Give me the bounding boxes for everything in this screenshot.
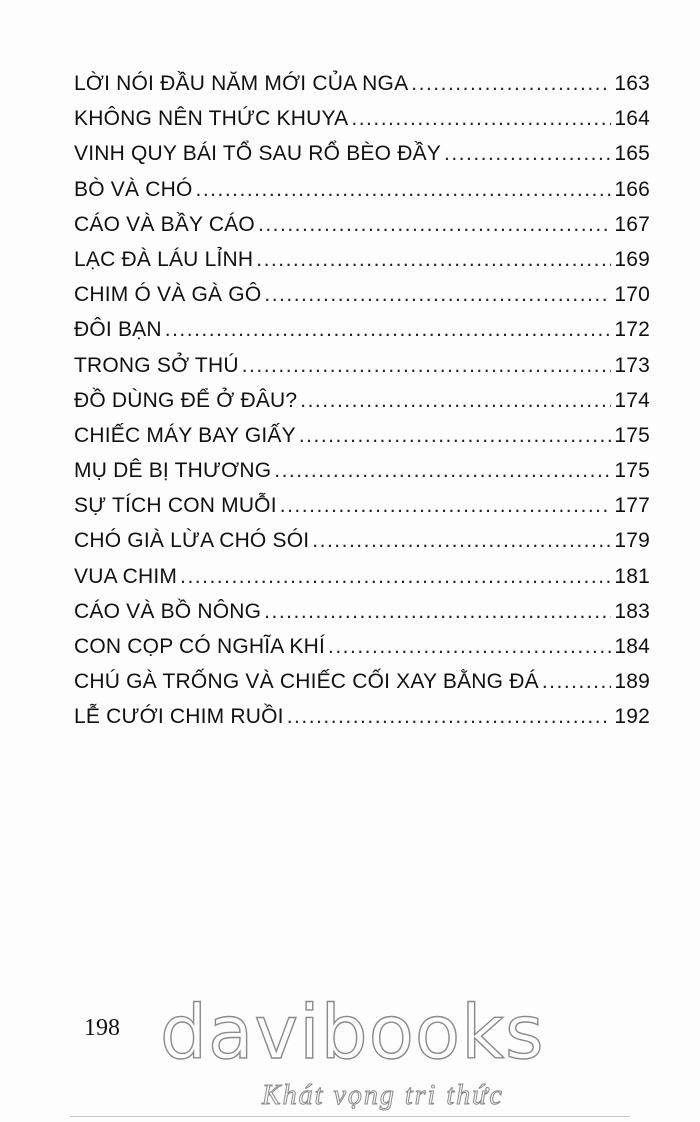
toc-entry-title: MỤ DÊ BỊ THƯƠNG (74, 459, 272, 483)
watermark-slogan: Khát vọng tri thức (262, 1080, 504, 1111)
toc-dot-leader (196, 178, 612, 202)
toc-dot-leader (351, 107, 611, 131)
toc-dot-leader (312, 529, 611, 553)
toc-entry (74, 318, 650, 353)
toc-entry (74, 107, 650, 142)
toc-entry (74, 529, 650, 564)
toc-dot-leader (444, 142, 611, 166)
toc-entry (74, 635, 650, 670)
toc-dot-leader (280, 494, 612, 518)
toc-dot-leader (242, 354, 612, 378)
toc-dot-leader (180, 565, 611, 589)
toc-entry (74, 565, 650, 600)
toc-entry-title: KHÔNG NÊN THỨC KHUYA (74, 107, 349, 131)
toc-entry (74, 705, 650, 740)
toc-entry-page: 169 (614, 247, 650, 271)
toc-entry-page: 183 (614, 599, 650, 623)
toc-entry-page: 166 (614, 177, 650, 201)
toc-entry-title: CHÓ GIÀ LỪA CHÓ SÓI (74, 529, 310, 553)
toc-entry-title: LỜI NÓI ĐẦU NĂM MỚI CỦA NGA (74, 72, 409, 95)
toc-dot-leader (256, 248, 611, 272)
toc-entry-title: LỄ CƯỚI CHIM RUỒI (74, 705, 284, 729)
toc-entry-page: 192 (614, 705, 650, 729)
table-of-contents (74, 72, 650, 741)
toc-entry-page: 175 (614, 459, 650, 483)
toc-dot-leader (328, 635, 611, 659)
toc-entry-title: TRONG SỞ THÚ (74, 353, 239, 377)
toc-entry-title: BÒ VÀ CHÓ (74, 177, 193, 201)
toc-entry-title: ĐỒ DÙNG ĐỂ Ở ĐÂU? (74, 388, 298, 412)
toc-entry (74, 354, 650, 389)
toc-entry-title: VINH QUY BÁI TỔ SAU RỔ BÈO ĐẦY (74, 142, 441, 166)
toc-entry-page: 165 (614, 142, 650, 166)
toc-entry (74, 213, 650, 248)
toc-entry (74, 178, 650, 213)
toc-entry-page: 179 (614, 529, 650, 553)
toc-dot-leader (542, 670, 612, 694)
toc-dot-leader (274, 459, 611, 483)
toc-entry-title: CHIM Ó VÀ GÀ GÔ (74, 283, 262, 307)
toc-entry (74, 142, 650, 177)
toc-entry (74, 494, 650, 529)
toc-entry-page: 184 (614, 635, 650, 658)
toc-entry-page: 174 (614, 388, 650, 412)
toc-dot-leader (264, 283, 611, 307)
toc-entry (74, 248, 650, 283)
toc-entry-page: 181 (614, 564, 650, 588)
toc-entry-page: 163 (614, 72, 650, 95)
toc-entry-title: VUA CHIM (74, 564, 178, 588)
toc-dot-leader (300, 389, 611, 413)
toc-entry (74, 283, 650, 318)
page-number: 198 (84, 1015, 120, 1041)
toc-entry-title: CÁO VÀ BẦY CÁO (74, 212, 255, 236)
toc-entry (74, 600, 650, 635)
toc-entry-title: CÁO VÀ BỒ NÔNG (74, 599, 262, 623)
toc-dot-leader (411, 72, 611, 96)
toc-entry-page: 175 (614, 423, 650, 447)
toc-dot-leader (165, 318, 612, 342)
toc-dot-leader (264, 600, 611, 624)
toc-entry-title: SỰ TÍCH CON MUỖI (74, 494, 277, 518)
toc-entry-page: 167 (614, 212, 650, 236)
toc-entry (74, 459, 650, 494)
toc-entry-title: ĐÔI BẠN (74, 318, 162, 342)
toc-entry (74, 424, 650, 459)
toc-entry-title: CHÚ GÀ TRỐNG VÀ CHIẾC CỐI XAY BẰNG ĐÁ (74, 670, 539, 694)
watermark-logo: davibooks (160, 990, 545, 1076)
toc-entry-page: 189 (614, 670, 650, 694)
toc-entry-page: 177 (614, 494, 650, 518)
toc-entry-page: 164 (614, 107, 650, 131)
toc-dot-leader (299, 424, 612, 448)
toc-entry-title: LẠC ĐÀ LÁU LỈNH (74, 247, 254, 271)
toc-entry-page: 173 (614, 353, 650, 377)
bottom-divider (70, 1116, 630, 1117)
toc-entry-page: 172 (614, 318, 650, 342)
toc-entry (74, 72, 650, 107)
toc-dot-leader (258, 213, 611, 237)
toc-entry-page: 170 (614, 283, 650, 307)
toc-dot-leader (287, 705, 612, 729)
toc-entry-title: CHIẾC MÁY BAY GIẤY (74, 423, 296, 447)
toc-entry-title: CON CỌP CÓ NGHĨA KHÍ (74, 635, 325, 658)
toc-entry (74, 670, 650, 705)
toc-entry (74, 389, 650, 424)
